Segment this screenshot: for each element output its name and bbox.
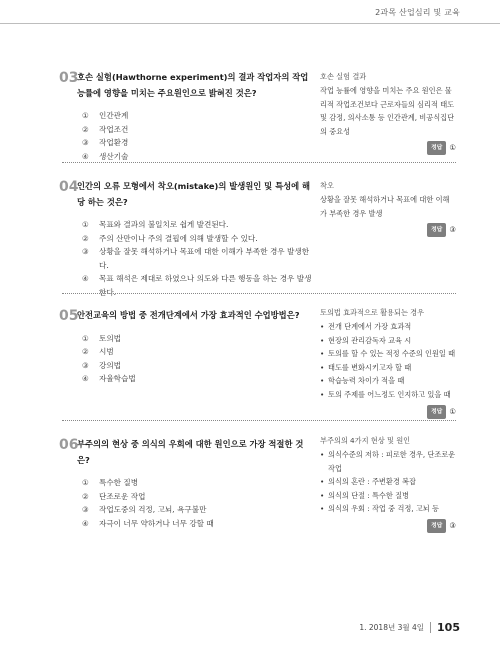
option-1[interactable]: ① 토의법 [82, 333, 122, 343]
option-list [82, 332, 314, 386]
answer [320, 405, 456, 419]
explanation-item: • 의식의 혼란 : 주변환경 복잡 [320, 477, 416, 487]
explanation-item: • 현장의 관리감독자 교육 시 [320, 335, 412, 345]
page-number: 105 [437, 621, 460, 634]
explanation-item: • 토의를 할 수 있는 적정 수준의 인원일 때 [320, 349, 456, 359]
option-2[interactable]: ② 단조로운 작업 [82, 491, 146, 501]
answer-badge: 정답 [427, 405, 446, 419]
exam-date: 1. 2018년 3월 4일 [359, 623, 425, 632]
option-1[interactable]: ① 인간관계 [82, 111, 129, 120]
question-number: 06 [59, 437, 79, 453]
question-text: 인간의 오류 모형에서 착오(mistake)의 발생원인 및 특성에 해당 하는 것은? [77, 181, 311, 207]
page-footer [359, 621, 460, 634]
answer-badge: 정답 [427, 223, 446, 237]
answer-badge: 정답 [427, 141, 446, 155]
option-4[interactable]: ④ 생산기술 [82, 151, 129, 161]
option-3[interactable]: ③ 상황을 잘못 해석하거나 목표에 대한 이해가 부족한 경우 발생한다. [82, 247, 310, 270]
question-text: 호손 실험(Hawthorne experiment)의 결과 작업자의 작업능률에 영향을 미치는 주요원인으로 밝혀진 것은? [77, 72, 309, 98]
question-04 [59, 179, 314, 300]
explanation-title: 착오 [320, 181, 334, 190]
question-05 [59, 308, 314, 386]
option-3[interactable]: ③ 강의법 [82, 360, 122, 370]
option-2[interactable]: ② 주의 산만이나 주의 결핍에 의해 발생할 수 있다. [82, 233, 258, 243]
question-06 [59, 437, 314, 530]
answer-number: ③ [449, 520, 456, 530]
question-number: 04 [59, 179, 79, 195]
explanation-item: • 토의 주제를 어느정도 인지하고 있을 때 [320, 389, 451, 399]
answer-number: ① [449, 143, 456, 153]
question-text: 부주의의 현상 중 의식의 우회에 대한 원인으로 가장 적절한 것은? [77, 439, 304, 465]
explanation-03 [320, 70, 456, 155]
answer [320, 223, 456, 237]
option-1[interactable]: ① 목표와 결과의 불일치로 쉽게 발견된다. [82, 220, 229, 229]
option-4[interactable]: ④ 자극이 너무 약하거나 너무 강할 때 [82, 518, 214, 528]
explanation-item: • 전개 단계에서 가장 효과적 [320, 322, 412, 331]
answer-number: ③ [449, 225, 456, 235]
explanation-title: 부주의의 4가지 현상 및 원인 [320, 436, 411, 445]
explanation-item: • 의식의 단절 : 특수한 질병 [320, 490, 409, 500]
footer-separator [430, 622, 431, 633]
section-divider [62, 420, 456, 421]
option-2[interactable]: ② 시범 [82, 347, 114, 357]
option-list [82, 218, 314, 300]
explanation-title: 토의법 효과적으로 활용되는 경우 [320, 308, 425, 317]
option-4[interactable]: ④ 목표 해석은 제대로 하였으나 의도와 다른 행동을 하는 경우 발생한다. [82, 274, 312, 297]
answer-number: ① [449, 406, 456, 416]
option-list [82, 476, 314, 530]
question-number: 05 [59, 308, 79, 324]
header-divider [0, 23, 500, 24]
explanation-title: 호손 실험 결과 [320, 72, 367, 81]
explanation-04 [320, 179, 456, 237]
answer [320, 141, 456, 155]
question-text: 안전교육의 방법 중 전개단계에서 가장 효과적인 수업방법은? [77, 310, 300, 320]
answer-badge: 정답 [427, 519, 446, 533]
question-03 [59, 70, 314, 163]
option-3[interactable]: ③ 작업환경 [82, 138, 129, 148]
explanation-body: 상황을 잘못 해석하거나 목표에 대한 이해가 부족한 경우 발생 [320, 195, 450, 218]
section-divider [62, 162, 456, 163]
explanation-05 [320, 306, 456, 419]
option-1[interactable]: ① 특수한 질병 [82, 478, 139, 487]
explanation-body: 작업 능률에 영향을 미치는 주요 원인은 물리적 작업조건보다 근로자들의 심리적 태도 및 감정, 의사소통 등 인간관계, 비공식집단의 중요성 [320, 86, 455, 136]
explanation-list [320, 320, 456, 402]
section-title: 2과목 산업심리 및 교육 [375, 8, 460, 17]
option-list [82, 109, 314, 163]
option-4[interactable]: ④ 자율학습법 [82, 374, 136, 384]
explanation-item: • 의식수준의 저하 : 피로한 경우, 단조로운 작업 [320, 450, 456, 473]
section-divider [62, 293, 456, 294]
option-3[interactable]: ③ 작업도중의 걱정, 고뇌, 욕구불만 [82, 505, 207, 515]
question-number: 03 [59, 70, 79, 86]
explanation-item: • 의식의 우회 : 작업 중 걱정, 고뇌 등 [320, 504, 439, 514]
option-2[interactable]: ② 작업조건 [82, 124, 129, 134]
explanation-list [320, 448, 456, 516]
answer [320, 519, 456, 533]
explanation-06 [320, 434, 456, 533]
explanation-item: • 학습능력 차이가 적을 때 [320, 376, 405, 386]
explanation-item: • 태도를 변화시키고자 할 때 [320, 362, 412, 372]
